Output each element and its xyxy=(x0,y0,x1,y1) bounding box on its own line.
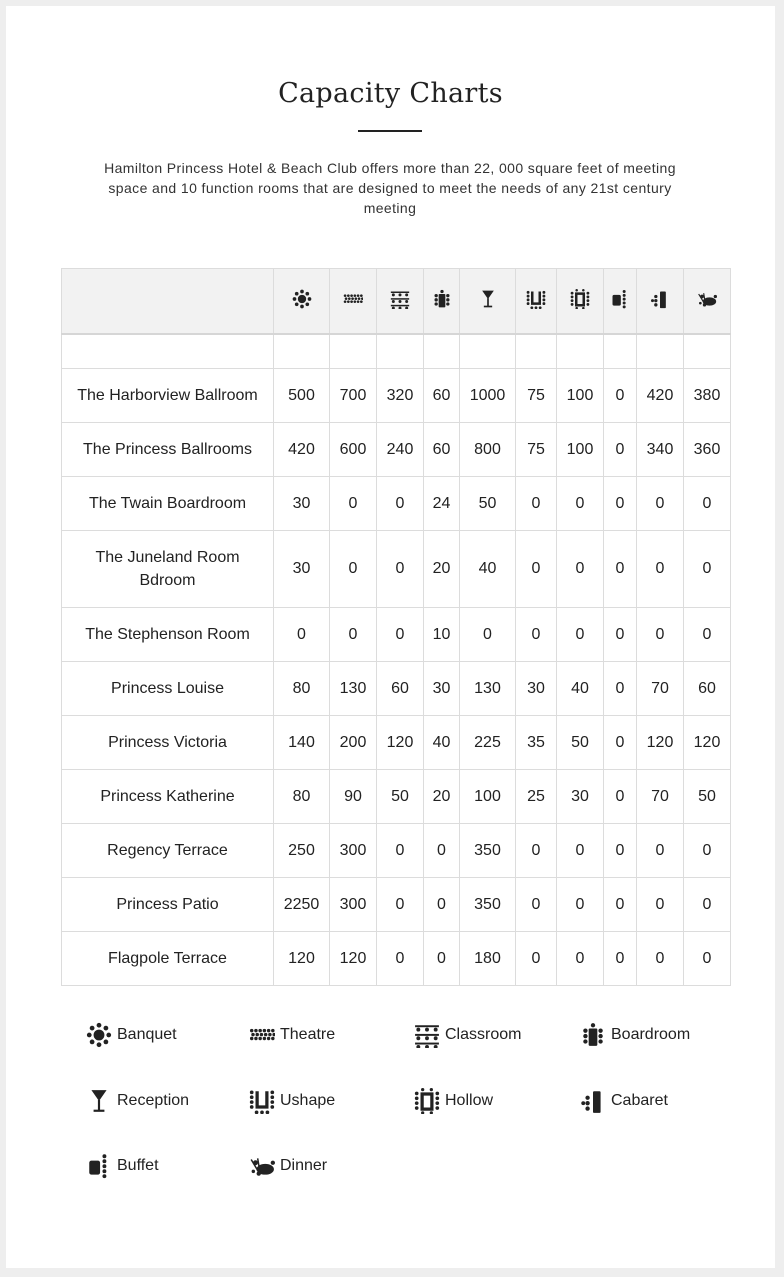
boardroom-icon xyxy=(580,1022,606,1048)
capacity-reception: 130 xyxy=(460,662,516,716)
capacity-dinner: 0 xyxy=(684,878,731,932)
capacity-ushape: 30 xyxy=(516,662,557,716)
capacity-banquet: 80 xyxy=(274,662,330,716)
capacity-reception: 40 xyxy=(460,531,516,608)
column-header-classroom xyxy=(377,269,424,335)
spacer-cell xyxy=(330,334,377,369)
capacity-reception: 800 xyxy=(460,423,516,477)
capacity-reception: 350 xyxy=(460,878,516,932)
room-name: Princess Victoria xyxy=(62,716,274,770)
spacer-cell xyxy=(460,334,516,369)
table-row xyxy=(62,878,731,932)
banquet-icon xyxy=(86,1022,112,1048)
column-header-dinner xyxy=(684,269,731,335)
legend-label: Banquet xyxy=(117,1026,177,1043)
column-header-reception xyxy=(460,269,516,335)
capacity-dinner: 50 xyxy=(684,770,731,824)
capacity-buffet: 0 xyxy=(604,824,637,878)
legend-label: Reception xyxy=(117,1092,190,1109)
capacity-buffet: 0 xyxy=(604,608,637,662)
capacity-theatre: 200 xyxy=(330,716,377,770)
capacity-boardroom: 0 xyxy=(424,932,460,986)
capacity-cabaret: 0 xyxy=(637,608,684,662)
column-header-ushape xyxy=(516,269,557,335)
column-header-boardroom xyxy=(424,269,460,335)
spacer-cell xyxy=(637,334,684,369)
column-header-theatre xyxy=(330,269,377,335)
table-header-row xyxy=(62,269,731,335)
capacity-ushape: 0 xyxy=(516,477,557,531)
capacity-theatre: 120 xyxy=(330,932,377,986)
capacity-cabaret: 0 xyxy=(637,824,684,878)
capacity-buffet: 0 xyxy=(604,662,637,716)
spacer-cell xyxy=(274,334,330,369)
capacity-cabaret: 0 xyxy=(637,477,684,531)
ushape-icon xyxy=(249,1088,275,1114)
legend-item-classroom xyxy=(414,1020,521,1050)
capacity-classroom: 60 xyxy=(377,662,424,716)
spacer-cell xyxy=(604,334,637,369)
legend-label: Ushape xyxy=(280,1092,336,1109)
legend-item-hollow xyxy=(414,1086,493,1116)
capacity-buffet: 0 xyxy=(604,531,637,608)
table-row xyxy=(62,662,731,716)
capacity-banquet: 80 xyxy=(274,770,330,824)
room-name: The Twain Boardroom xyxy=(62,477,274,531)
column-header-hollow xyxy=(557,269,604,335)
capacity-cabaret: 340 xyxy=(637,423,684,477)
table-row xyxy=(62,770,731,824)
capacity-classroom: 0 xyxy=(377,878,424,932)
capacity-classroom: 0 xyxy=(377,824,424,878)
capacity-hollow: 100 xyxy=(557,369,604,423)
capacity-dinner: 0 xyxy=(684,608,731,662)
ushape-icon xyxy=(526,289,546,309)
column-header-cabaret xyxy=(637,269,684,335)
room-name: The Harborview Ballroom xyxy=(62,369,274,423)
capacity-dinner: 0 xyxy=(684,824,731,878)
capacity-banquet: 120 xyxy=(274,932,330,986)
capacity-cabaret: 0 xyxy=(637,878,684,932)
room-name: The Juneland Room Bdroom xyxy=(62,531,274,608)
capacity-buffet: 0 xyxy=(604,878,637,932)
dinner-icon xyxy=(249,1153,275,1179)
room-name: Princess Patio xyxy=(62,878,274,932)
capacity-boardroom: 60 xyxy=(424,369,460,423)
capacity-ushape: 0 xyxy=(516,932,557,986)
capacity-reception: 0 xyxy=(460,608,516,662)
classroom-icon xyxy=(390,289,410,309)
legend-label: Buffet xyxy=(117,1157,159,1174)
room-name: Princess Louise xyxy=(62,662,274,716)
capacity-ushape: 35 xyxy=(516,716,557,770)
legend-item-cabaret xyxy=(580,1086,668,1116)
capacity-cabaret: 70 xyxy=(637,770,684,824)
capacity-classroom: 240 xyxy=(377,423,424,477)
header-corner-cell xyxy=(62,269,274,335)
dinner-icon xyxy=(697,289,717,309)
legend-label: Classroom xyxy=(445,1026,522,1043)
column-header-banquet xyxy=(274,269,330,335)
capacity-ushape: 0 xyxy=(516,878,557,932)
capacity-hollow: 30 xyxy=(557,770,604,824)
theatre-icon xyxy=(249,1022,275,1048)
capacity-reception: 1000 xyxy=(460,369,516,423)
legend-label: Hollow xyxy=(445,1092,494,1109)
capacity-banquet: 250 xyxy=(274,824,330,878)
capacity-ushape: 0 xyxy=(516,608,557,662)
cabaret-icon xyxy=(580,1088,606,1114)
spacer-cell xyxy=(424,334,460,369)
capacity-dinner: 120 xyxy=(684,716,731,770)
capacity-boardroom: 0 xyxy=(424,878,460,932)
legend-item-dinner xyxy=(249,1151,327,1181)
capacity-dinner: 0 xyxy=(684,477,731,531)
capacity-classroom: 320 xyxy=(377,369,424,423)
capacity-boardroom: 24 xyxy=(424,477,460,531)
capacity-boardroom: 20 xyxy=(424,531,460,608)
spacer-cell xyxy=(377,334,424,369)
capacity-banquet: 420 xyxy=(274,423,330,477)
legend-label: Dinner xyxy=(280,1157,328,1174)
capacity-banquet: 2250 xyxy=(274,878,330,932)
table-row xyxy=(62,716,731,770)
capacity-banquet: 30 xyxy=(274,531,330,608)
capacity-dinner: 360 xyxy=(684,423,731,477)
legend-item-boardroom xyxy=(580,1020,690,1050)
legend-item-ushape xyxy=(249,1086,335,1116)
table-row xyxy=(62,608,731,662)
column-header-buffet xyxy=(604,269,637,335)
capacity-cabaret: 70 xyxy=(637,662,684,716)
capacity-theatre: 700 xyxy=(330,369,377,423)
capacity-reception: 100 xyxy=(460,770,516,824)
capacity-hollow: 0 xyxy=(557,531,604,608)
capacity-classroom: 0 xyxy=(377,608,424,662)
capacity-classroom: 120 xyxy=(377,716,424,770)
capacity-cabaret: 420 xyxy=(637,369,684,423)
capacity-boardroom: 30 xyxy=(424,662,460,716)
legend-label: Theatre xyxy=(280,1026,336,1043)
capacity-boardroom: 40 xyxy=(424,716,460,770)
capacity-theatre: 0 xyxy=(330,477,377,531)
capacity-dinner: 380 xyxy=(684,369,731,423)
capacity-ushape: 25 xyxy=(516,770,557,824)
capacity-boardroom: 0 xyxy=(424,824,460,878)
capacity-banquet: 500 xyxy=(274,369,330,423)
boardroom-icon xyxy=(432,289,452,309)
capacity-card xyxy=(6,6,775,1268)
capacity-table xyxy=(61,268,731,986)
hollow-icon xyxy=(570,289,590,309)
capacity-buffet: 0 xyxy=(604,369,637,423)
capacity-theatre: 90 xyxy=(330,770,377,824)
capacity-theatre: 600 xyxy=(330,423,377,477)
table-row xyxy=(62,423,731,477)
table-row xyxy=(62,531,731,608)
capacity-ushape: 0 xyxy=(516,824,557,878)
capacity-ushape: 75 xyxy=(516,423,557,477)
capacity-dinner: 60 xyxy=(684,662,731,716)
capacity-hollow: 0 xyxy=(557,932,604,986)
capacity-theatre: 300 xyxy=(330,824,377,878)
reception-icon xyxy=(478,289,498,309)
spacer-cell xyxy=(684,334,731,369)
spacer-cell xyxy=(62,334,274,369)
table-row xyxy=(62,369,731,423)
capacity-buffet: 0 xyxy=(604,423,637,477)
capacity-theatre: 300 xyxy=(330,878,377,932)
capacity-reception: 180 xyxy=(460,932,516,986)
capacity-reception: 50 xyxy=(460,477,516,531)
classroom-icon xyxy=(414,1022,440,1048)
capacity-buffet: 0 xyxy=(604,716,637,770)
title-divider xyxy=(358,130,422,132)
page-title: Capacity Charts xyxy=(278,78,503,109)
capacity-ushape: 0 xyxy=(516,531,557,608)
capacity-boardroom: 10 xyxy=(424,608,460,662)
capacity-cabaret: 120 xyxy=(637,716,684,770)
capacity-dinner: 0 xyxy=(684,531,731,608)
capacity-classroom: 0 xyxy=(377,531,424,608)
capacity-theatre: 0 xyxy=(330,531,377,608)
capacity-cabaret: 0 xyxy=(637,932,684,986)
room-name: Flagpole Terrace xyxy=(62,932,274,986)
legend-item-banquet xyxy=(86,1020,177,1050)
capacity-buffet: 0 xyxy=(604,477,637,531)
capacity-reception: 350 xyxy=(460,824,516,878)
capacity-theatre: 130 xyxy=(330,662,377,716)
capacity-dinner: 0 xyxy=(684,932,731,986)
reception-icon xyxy=(86,1088,112,1114)
capacity-classroom: 50 xyxy=(377,770,424,824)
table-spacer-row xyxy=(62,334,731,369)
table-row xyxy=(62,477,731,531)
capacity-hollow: 40 xyxy=(557,662,604,716)
hollow-icon xyxy=(414,1088,440,1114)
room-name: The Princess Ballrooms xyxy=(62,423,274,477)
capacity-reception: 225 xyxy=(460,716,516,770)
capacity-classroom: 0 xyxy=(377,932,424,986)
capacity-banquet: 140 xyxy=(274,716,330,770)
banquet-icon xyxy=(292,289,312,309)
room-name: The Stephenson Room xyxy=(62,608,274,662)
capacity-hollow: 0 xyxy=(557,608,604,662)
capacity-buffet: 0 xyxy=(604,932,637,986)
table-row xyxy=(62,932,731,986)
legend-item-reception xyxy=(86,1086,189,1116)
legend-label: Cabaret xyxy=(611,1092,668,1109)
capacity-hollow: 50 xyxy=(557,716,604,770)
spacer-cell xyxy=(557,334,604,369)
capacity-hollow: 100 xyxy=(557,423,604,477)
capacity-cabaret: 0 xyxy=(637,531,684,608)
spacer-cell xyxy=(516,334,557,369)
room-name: Regency Terrace xyxy=(62,824,274,878)
capacity-banquet: 0 xyxy=(274,608,330,662)
capacity-ushape: 75 xyxy=(516,369,557,423)
buffet-icon xyxy=(86,1153,112,1179)
capacity-hollow: 0 xyxy=(557,878,604,932)
capacity-banquet: 30 xyxy=(274,477,330,531)
capacity-boardroom: 60 xyxy=(424,423,460,477)
capacity-hollow: 0 xyxy=(557,824,604,878)
theatre-icon xyxy=(343,289,363,309)
capacity-theatre: 0 xyxy=(330,608,377,662)
capacity-hollow: 0 xyxy=(557,477,604,531)
table-row xyxy=(62,824,731,878)
legend-label: Boardroom xyxy=(611,1026,691,1043)
legend-item-buffet xyxy=(86,1151,159,1181)
cabaret-icon xyxy=(650,289,670,309)
room-name: Princess Katherine xyxy=(62,770,274,824)
capacity-classroom: 0 xyxy=(377,477,424,531)
capacity-buffet: 0 xyxy=(604,770,637,824)
intro-text: Hamilton Princess Hotel & Beach Club offers more than 22, 000 square feet of meeting space and 10 function rooms that are designed to meet the needs of any 21st century meeting xyxy=(104,160,676,216)
capacity-boardroom: 20 xyxy=(424,770,460,824)
buffet-icon xyxy=(610,289,630,309)
legend-item-theatre xyxy=(249,1020,335,1050)
